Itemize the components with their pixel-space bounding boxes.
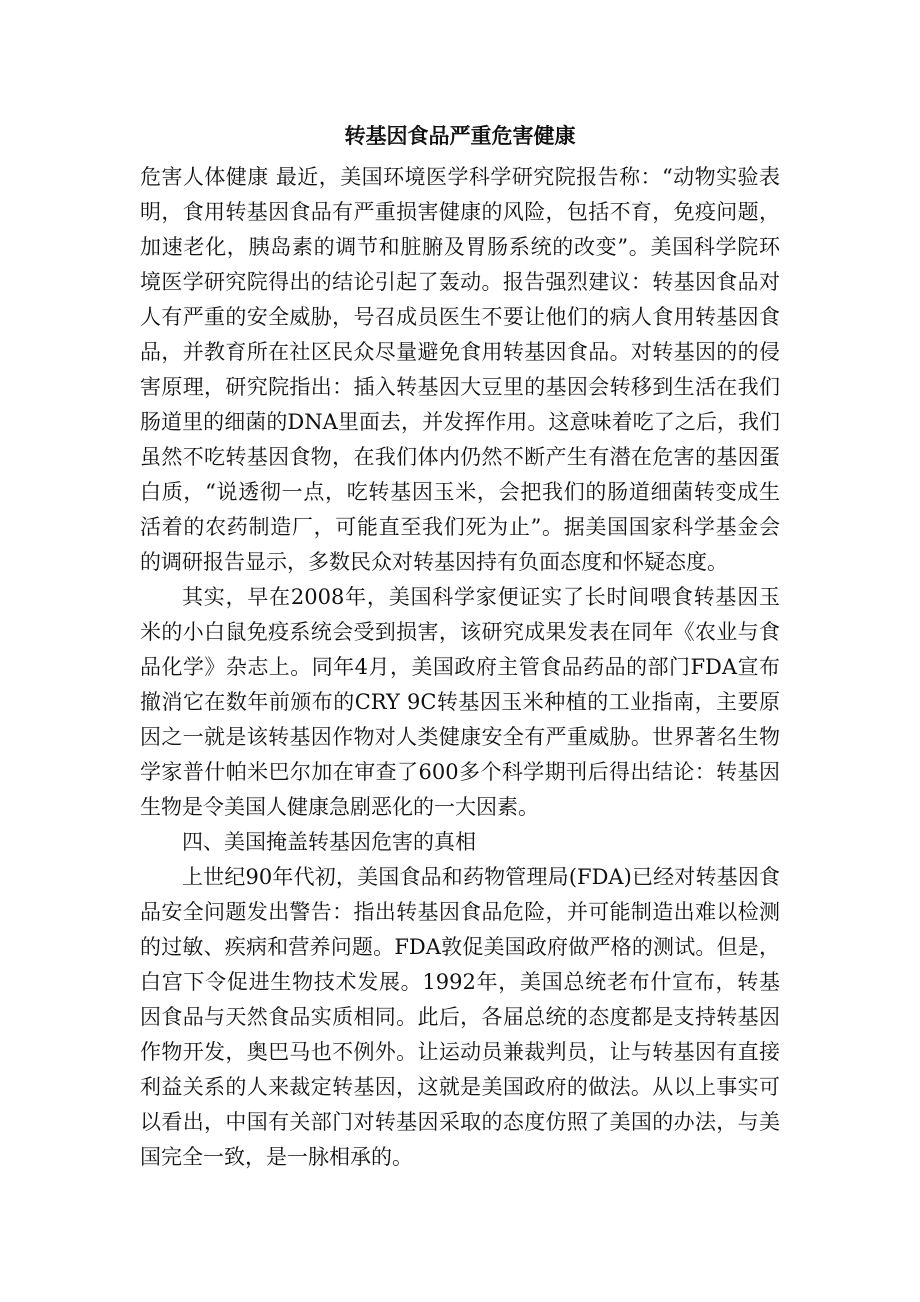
paragraph-health-harm: 危害人体健康 最近，美国环境医学科学研究院报告称：“动物实验表明，食用转基因食品有严重损害健康的风险，包括不育，免疫问题，加速老化，胰岛素的调节和脏腑及胃肠系统的改变”。美国科学院环境医学研究院得出的结论引起了轰动。报告强烈建议：转基因食品对人有严重的安全威胁，号召成员医生不要让他们的病人食用转基因食品，并教育所在社区民众尽量避免食用转基因食品。对转基因的的侵害原理，研究院指出：插入转基因大豆里的基因会转移到生活在我们肠道里的细菌的DNA里面去，并发挥作用。这意味着吃了之后，我们虽然不吃转基因食物，在我们体内仍然不断产生有潜在危害的基因蛋白质，“说透彻一点，吃转基因玉米，会把我们的肠道细菌转变成生活着的农药制造厂，可能直至我们死为止”。据美国国家科学基金会的调研报告显示，多数民众对转基因持有负面态度和怀疑态度。 <box>140 165 780 574</box>
section-heading-cover-up: 四、美国掩盖转基因危害的真相 <box>182 830 476 854</box>
paragraph-fda-history: 上世纪90年代初，美国食品和药物管理局(FDA)已经对转基因食品安全问题发出警告：指出转基因食品危险，并可能制造出难以检测的过敏、疾病和营养问题。FDA敦促美国政府做严格的测试。但是，白宫下令促进生物技术发展。1992年，美国总统老布什宣布，转基因食品与天然食品实质相同。此后，各届总统的态度都是支持转基因作物开发，奥巴马也不例外。让运动员兼裁判员，让与转基因有直接利益关系的人来裁定转基因，这就是美国政府的做法。从以上事实可以看出，中国有关部门对转基因采取的态度仿照了美国的办法，与美国完全一致，是一脉相承的。 <box>140 865 780 1169</box>
paragraph-2008-research: 其实，早在2008年，美国科学家便证实了长时间喂食转基因玉米的小白鼠免疫系统会受到损害，该研究成果发表在同年《农业与食品化学》杂志上。同年4月，美国政府主管食品药品的部门FDA宣布撤消它在数年前颁布的CRY 9C转基因玉米种植的工业指南，主要原因之一就是该转基因作物对人类健康安全有严重威胁。世界著名生物学家普什帕米巴尔加在审查了600多个科学期刊后得出结论：转基因生物是令美国人健康急剧恶化的一大因素。 <box>140 585 780 819</box>
document-body <box>140 160 780 1175</box>
document-title: 转基因食品严重危害健康 <box>344 123 576 148</box>
